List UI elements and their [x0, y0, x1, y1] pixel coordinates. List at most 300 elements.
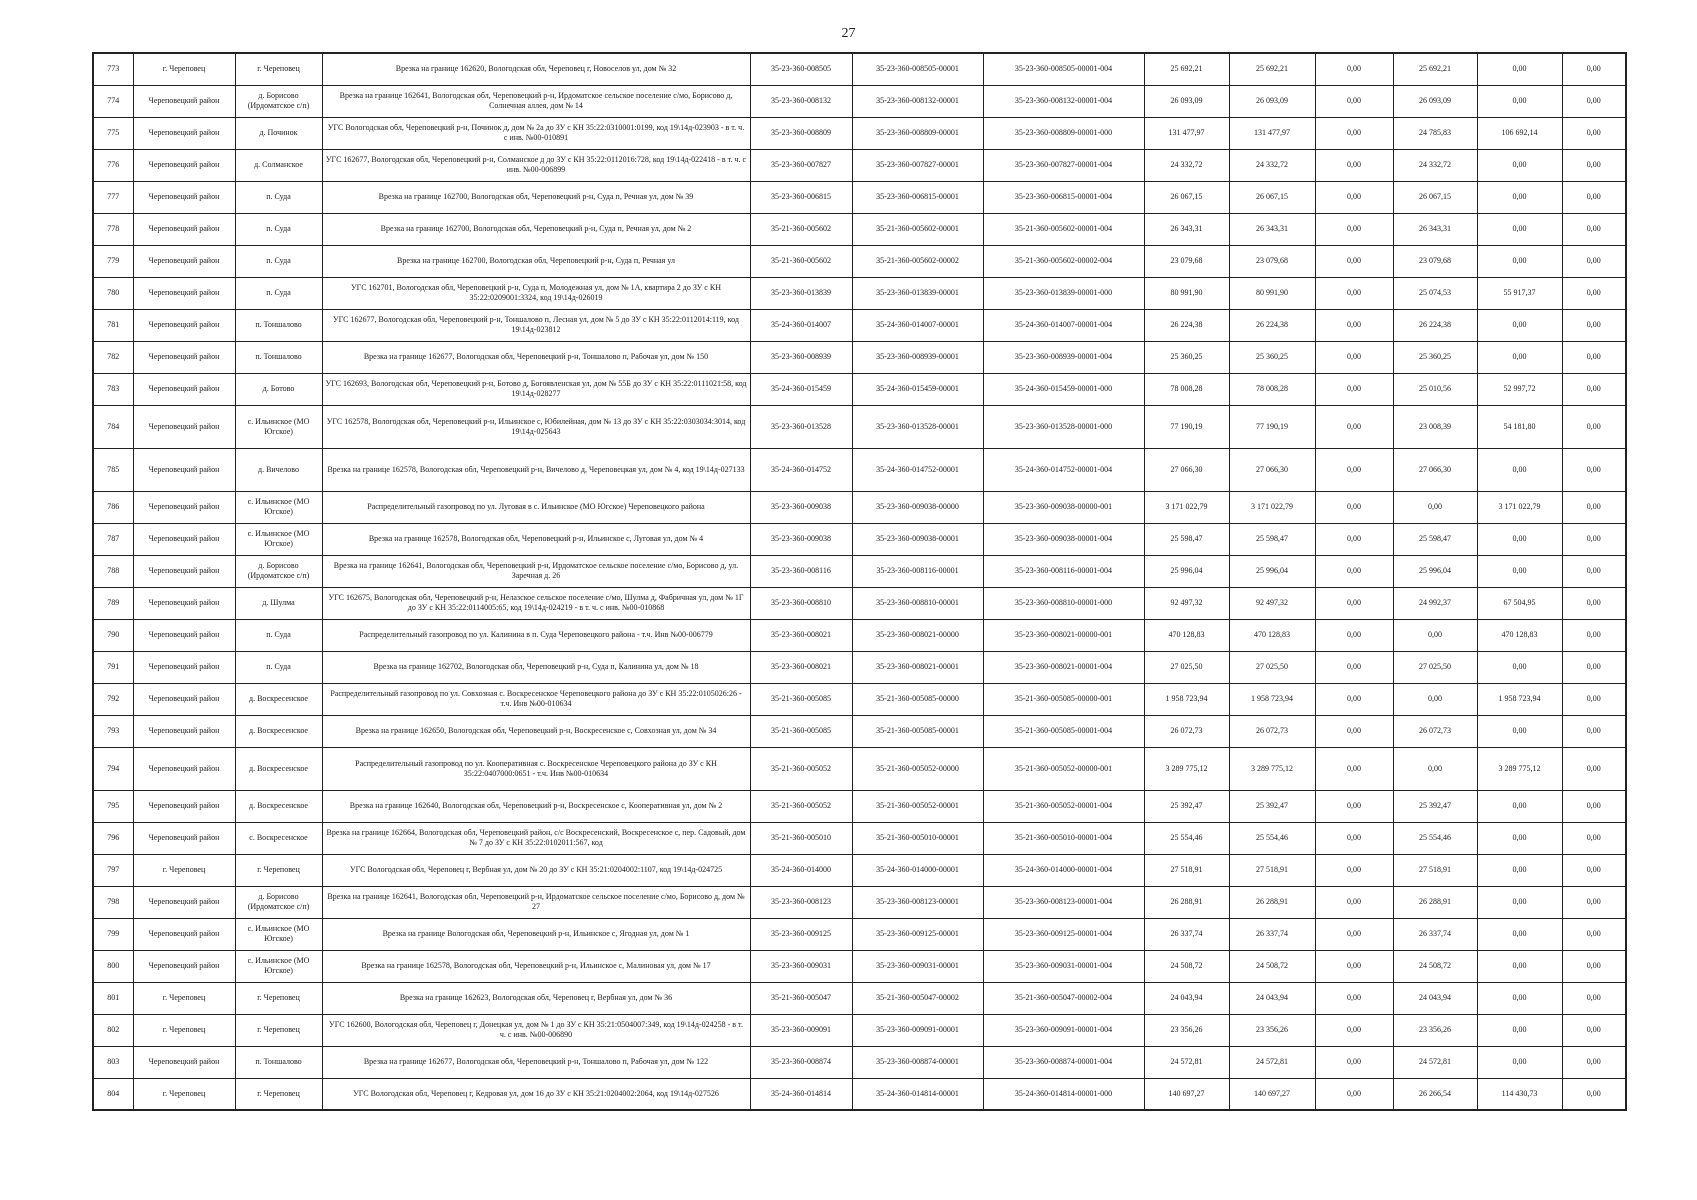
table-cell: 0,00: [1562, 651, 1626, 683]
table-cell: 23 356,26: [1144, 1014, 1229, 1046]
table-cell: 35-21-360-005052-00001: [852, 790, 983, 822]
table-cell: 0,00: [1477, 149, 1562, 181]
table-cell: 35-23-360-008021: [750, 619, 852, 651]
asset-register-table: [92, 52, 1627, 1111]
table-cell: УГС Вологодская обл, Череповец г, Вербная ул, дом № 20 до ЗУ с КН 35:21:0204002:1107, код 19\14д-024725: [322, 854, 750, 886]
table-cell: Врезка на границе 162578, Вологодская обл, Череповецкий р-н, Вичелово д, Череповецкая ул, дом № 4, код 19\14д-027133: [322, 448, 750, 491]
table-cell: УГС 162675, Вологодская обл, Череповецкий р-н, Нелазское сельское поселение с/мо, Шулма д, Фабричная ул, дом № 1Г до ЗУ с КН 35:22:0114005:65, код 19\14д-024219 - в т. ч. с инв. №00-010868: [322, 587, 750, 619]
table-cell: 0,00: [1315, 790, 1393, 822]
table-cell: 0,00: [1562, 715, 1626, 747]
table-cell: 799: [93, 918, 133, 950]
table-cell: 35-23-360-008021-00000: [852, 619, 983, 651]
table-cell: Врезка на границе 162702, Вологодская обл, Череповецкий р-н, Суда п, Калинина ул, дом № 18: [322, 651, 750, 683]
table-cell: 0,00: [1315, 619, 1393, 651]
table-cell: 54 181,80: [1477, 405, 1562, 448]
table-cell: 26 337,74: [1393, 918, 1477, 950]
table-cell: г. Череповец: [235, 53, 322, 85]
table-cell: 55 917,37: [1477, 277, 1562, 309]
table-cell: 35-23-360-013839-00001-000: [983, 277, 1144, 309]
table-row: [93, 555, 1626, 587]
table-cell: 25 360,25: [1144, 341, 1229, 373]
table-row: [93, 149, 1626, 181]
table-cell: 0,00: [1315, 886, 1393, 918]
table-cell: д. Солманское: [235, 149, 322, 181]
table-cell: п. Суда: [235, 245, 322, 277]
table-cell: 26 343,31: [1144, 213, 1229, 245]
table-cell: 25 996,04: [1393, 555, 1477, 587]
table-cell: с. Ильинское (МО Югское): [235, 950, 322, 982]
table-cell: г. Череповец: [235, 854, 322, 886]
table-cell: 793: [93, 715, 133, 747]
table-cell: г. Череповец: [235, 1078, 322, 1110]
table-cell: Череповецкий район: [133, 790, 235, 822]
table-cell: 779: [93, 245, 133, 277]
table-cell: 35-23-360-009125: [750, 918, 852, 950]
table-cell: г. Череповец: [235, 982, 322, 1014]
table-cell: 35-23-360-009091-00001-004: [983, 1014, 1144, 1046]
table-cell: 35-23-360-013528: [750, 405, 852, 448]
table-cell: 25 692,21: [1229, 53, 1315, 85]
table-cell: 0,00: [1315, 341, 1393, 373]
table-cell: 0,00: [1393, 619, 1477, 651]
table-cell: 0,00: [1315, 555, 1393, 587]
table-cell: 35-23-360-008116-00001: [852, 555, 983, 587]
table-cell: 0,00: [1562, 181, 1626, 213]
table-cell: 0,00: [1315, 747, 1393, 790]
table-cell: 1 958 723,94: [1144, 683, 1229, 715]
table-cell: 35-23-360-009038-00000: [852, 491, 983, 523]
table-cell: 0,00: [1477, 448, 1562, 491]
table-cell: 26 288,91: [1229, 886, 1315, 918]
table-cell: 0,00: [1315, 1014, 1393, 1046]
table-cell: УГС 162600, Вологодская обл, Череповец г, Донецкая ул, дом № 1 до ЗУ с КН 35:21:0504007:349, код 19\14д-024258 - в т. ч. с инв. №00-006890: [322, 1014, 750, 1046]
table-cell: 796: [93, 822, 133, 854]
table-cell: 35-24-360-014814-00001: [852, 1078, 983, 1110]
table-cell: 23 008,39: [1393, 405, 1477, 448]
table-cell: 0,00: [1477, 309, 1562, 341]
table-cell: 3 289 775,12: [1477, 747, 1562, 790]
table-cell: 784: [93, 405, 133, 448]
table-cell: 114 430,73: [1477, 1078, 1562, 1110]
table-cell: 0,00: [1477, 555, 1562, 587]
table-cell: УГС 162701, Вологодская обл, Череповецкий р-н, Суда п, Молодежная ул, дом № 1А, квартира 2 до ЗУ с КН 35:22:0209001:3324, код 19\14д-026019: [322, 277, 750, 309]
table-cell: 35-23-360-009091-00001: [852, 1014, 983, 1046]
table-cell: 795: [93, 790, 133, 822]
table-cell: 35-21-360-005085-00000-001: [983, 683, 1144, 715]
table-cell: Череповецкий район: [133, 555, 235, 587]
table-row: [93, 683, 1626, 715]
table-body: [93, 53, 1626, 1110]
table-cell: 0,00: [1477, 886, 1562, 918]
table-cell: с. Ильинское (МО Югское): [235, 918, 322, 950]
table-cell: 0,00: [1477, 85, 1562, 117]
table-cell: 26 067,15: [1393, 181, 1477, 213]
table-cell: г. Череповец: [235, 1014, 322, 1046]
table-cell: 25 554,46: [1144, 822, 1229, 854]
table-cell: 35-24-360-014814-00001-000: [983, 1078, 1144, 1110]
table-row: [93, 523, 1626, 555]
table-cell: 35-21-360-005047-00002: [852, 982, 983, 1014]
table-cell: 774: [93, 85, 133, 117]
table-cell: Врезка на границе 162578, Вологодская обл, Череповецкий р-н, Ильинское с, Луговая ул, дом № 4: [322, 523, 750, 555]
table-cell: 0,00: [1562, 854, 1626, 886]
table-cell: 0,00: [1562, 950, 1626, 982]
table-cell: 78 008,28: [1144, 373, 1229, 405]
table-cell: 0,00: [1477, 53, 1562, 85]
table-cell: 24 785,83: [1393, 117, 1477, 149]
table-cell: 25 692,21: [1144, 53, 1229, 85]
table-cell: 27 066,30: [1393, 448, 1477, 491]
table-row: [93, 886, 1626, 918]
table-cell: Череповецкий район: [133, 1046, 235, 1078]
table-cell: 77 190,19: [1229, 405, 1315, 448]
table-cell: 35-21-360-005602-00002: [852, 245, 983, 277]
table-cell: 35-21-360-005052-00000-001: [983, 747, 1144, 790]
table-cell: 24 508,72: [1229, 950, 1315, 982]
table-cell: с. Ильинское (МО Югское): [235, 405, 322, 448]
table-cell: 26 224,38: [1144, 309, 1229, 341]
table-cell: 35-21-360-005085: [750, 683, 852, 715]
table-cell: 24 572,81: [1229, 1046, 1315, 1078]
table-cell: 35-21-360-005047: [750, 982, 852, 1014]
table-cell: Череповецкий район: [133, 587, 235, 619]
table-row: [93, 341, 1626, 373]
table-cell: 35-23-360-008939-00001-004: [983, 341, 1144, 373]
table-cell: Череповецкий район: [133, 491, 235, 523]
table-cell: 35-21-360-005010-00001-004: [983, 822, 1144, 854]
table-cell: 35-23-360-009125-00001-004: [983, 918, 1144, 950]
table-cell: 35-23-360-009038-00001-004: [983, 523, 1144, 555]
table-cell: 0,00: [1562, 309, 1626, 341]
table-cell: 470 128,83: [1144, 619, 1229, 651]
table-cell: 0,00: [1315, 523, 1393, 555]
table-cell: 131 477,97: [1229, 117, 1315, 149]
table-row: [93, 448, 1626, 491]
table-cell: 24 332,72: [1144, 149, 1229, 181]
table-cell: 0,00: [1562, 918, 1626, 950]
table-cell: 35-21-360-005085: [750, 715, 852, 747]
table-cell: 26 067,15: [1229, 181, 1315, 213]
table-cell: 0,00: [1315, 715, 1393, 747]
table-cell: Череповецкий район: [133, 886, 235, 918]
table-cell: 26 224,38: [1229, 309, 1315, 341]
table-cell: 35-23-360-008123-00001-004: [983, 886, 1144, 918]
table-cell: 0,00: [1562, 373, 1626, 405]
table-cell: 797: [93, 854, 133, 886]
table-cell: 0,00: [1477, 523, 1562, 555]
table-cell: 52 997,72: [1477, 373, 1562, 405]
table-cell: 26 093,09: [1229, 85, 1315, 117]
table-cell: 35-23-360-013528-00001-000: [983, 405, 1144, 448]
table-cell: 0,00: [1562, 619, 1626, 651]
table-cell: 35-23-360-009038-00000-001: [983, 491, 1144, 523]
table-cell: Врезка на границе Вологодская обл, Череповецкий р-н, Ильинское с, Ягодная ул, дом № 1: [322, 918, 750, 950]
table-cell: 775: [93, 117, 133, 149]
table-cell: 35-24-360-014752-00001-004: [983, 448, 1144, 491]
table-cell: 35-21-360-005052-00000: [852, 747, 983, 790]
table-cell: 787: [93, 523, 133, 555]
table-cell: 35-24-360-014814: [750, 1078, 852, 1110]
table-cell: 25 598,47: [1229, 523, 1315, 555]
table-cell: Череповецкий район: [133, 245, 235, 277]
table-cell: 35-21-360-005052-00001-004: [983, 790, 1144, 822]
table-cell: п. Суда: [235, 277, 322, 309]
table-cell: Врезка на границе 162700, Вологодская обл, Череповецкий р-н, Суда п, Речная ул: [322, 245, 750, 277]
table-cell: 35-23-360-008809-00001-000: [983, 117, 1144, 149]
table-cell: 24 332,72: [1229, 149, 1315, 181]
table-row: [93, 213, 1626, 245]
table-cell: д. Воскресенское: [235, 790, 322, 822]
table-cell: Врезка на границе 162664, Вологодская обл, Череповецкий район, с/с Воскресенский, Воскресенское с, пер. Садовый, дом № 7 до ЗУ с КН 35:22:0102011:567, код: [322, 822, 750, 854]
table-cell: Череповецкий район: [133, 619, 235, 651]
table-cell: Распределительный газопровод по ул. Совхозная с. Воскресенское Череповецкого района до ЗУ с КН 35:22:0105026:26 - т.ч. Инв №00-010634: [322, 683, 750, 715]
table-cell: 3 171 022,79: [1229, 491, 1315, 523]
table-cell: п. Тоншалово: [235, 1046, 322, 1078]
table-cell: п. Тоншалово: [235, 341, 322, 373]
table-cell: 0,00: [1477, 213, 1562, 245]
table-cell: 0,00: [1562, 790, 1626, 822]
table-cell: Врезка на границе 162641, Вологодская обл, Череповецкий р-н, Ирдоматское сельское поселение с/мо, Борисово д, Солнечная аллея, дом № 14: [322, 85, 750, 117]
table-cell: 0,00: [1315, 918, 1393, 950]
table-row: [93, 277, 1626, 309]
table-cell: 25 996,04: [1144, 555, 1229, 587]
table-cell: Череповецкий район: [133, 213, 235, 245]
table-cell: 35-23-360-013839-00001: [852, 277, 983, 309]
table-row: [93, 53, 1626, 85]
table-cell: г. Череповец: [133, 854, 235, 886]
table-cell: д. Борисово (Ирдоматское с/п): [235, 85, 322, 117]
table-row: [93, 854, 1626, 886]
table-cell: 35-23-360-008021-00001: [852, 651, 983, 683]
table-cell: 35-21-360-005085-00001: [852, 715, 983, 747]
table-cell: 35-24-360-014000-00001-004: [983, 854, 1144, 886]
table-cell: 0,00: [1477, 1014, 1562, 1046]
table-cell: 27 025,50: [1229, 651, 1315, 683]
table-cell: 0,00: [1315, 854, 1393, 886]
table-cell: УГС Вологодская обл, Череповец г, Кедровая ул, дом 16 до ЗУ с КН 35:21:0204002:2064, код 19\14д-027526: [322, 1078, 750, 1110]
table-cell: 23 356,26: [1229, 1014, 1315, 1046]
table-cell: 1 958 723,94: [1477, 683, 1562, 715]
table-cell: 0,00: [1315, 213, 1393, 245]
table-cell: 0,00: [1315, 405, 1393, 448]
table-cell: 773: [93, 53, 133, 85]
table-row: [93, 822, 1626, 854]
table-cell: 0,00: [1562, 213, 1626, 245]
table-cell: 801: [93, 982, 133, 1014]
table-cell: 792: [93, 683, 133, 715]
table-row: [93, 181, 1626, 213]
table-cell: 802: [93, 1014, 133, 1046]
table-cell: 35-23-360-008123: [750, 886, 852, 918]
table-cell: Врезка на границе 162677, Вологодская обл, Череповецкий р-н, Тоншалово п, Рабочая ул, дом № 122: [322, 1046, 750, 1078]
table-cell: 25 392,47: [1393, 790, 1477, 822]
table-cell: 800: [93, 950, 133, 982]
table-cell: 25 360,25: [1229, 341, 1315, 373]
table-cell: 0,00: [1393, 683, 1477, 715]
table-cell: 0,00: [1562, 277, 1626, 309]
table-cell: 0,00: [1477, 181, 1562, 213]
table-cell: 25 392,47: [1144, 790, 1229, 822]
table-cell: 35-23-360-008810: [750, 587, 852, 619]
table-cell: Врезка на границе 162641, Вологодская обл, Череповецкий р-н, Ирдоматское сельское поселение с/мо, Борисово д, ул. Заречная д. 26: [322, 555, 750, 587]
table-cell: 776: [93, 149, 133, 181]
table-cell: Череповецкий район: [133, 85, 235, 117]
table-cell: 35-23-360-008809-00001: [852, 117, 983, 149]
table-cell: 26 093,09: [1393, 85, 1477, 117]
table-cell: 25 598,47: [1393, 523, 1477, 555]
table-cell: д. Ботово: [235, 373, 322, 405]
table-cell: 25 996,04: [1229, 555, 1315, 587]
table-cell: 0,00: [1562, 747, 1626, 790]
table-cell: 35-23-360-008021-00001-004: [983, 651, 1144, 683]
table-cell: 35-24-360-014000: [750, 854, 852, 886]
table-cell: 0,00: [1477, 1046, 1562, 1078]
table-cell: 35-24-360-015459: [750, 373, 852, 405]
table-cell: 35-23-360-007827-00001: [852, 149, 983, 181]
table-cell: 0,00: [1477, 854, 1562, 886]
table-cell: 35-23-360-008116: [750, 555, 852, 587]
table-cell: 26 224,38: [1393, 309, 1477, 341]
table-cell: 35-23-360-008021: [750, 651, 852, 683]
table-cell: 783: [93, 373, 133, 405]
table-cell: УГС 162578, Вологодская обл, Череповецкий р-н, Ильинское с, Юбилейная, дом № 13 до ЗУ с КН 35:22:0303034:3014, код 19\14д-025643: [322, 405, 750, 448]
table-cell: 35-24-360-014752-00001: [852, 448, 983, 491]
table-cell: 35-23-360-009031: [750, 950, 852, 982]
table-cell: 0,00: [1315, 822, 1393, 854]
table-cell: 0,00: [1315, 53, 1393, 85]
table-cell: 0,00: [1562, 405, 1626, 448]
table-cell: УГС 162677, Вологодская обл, Череповецкий р-н, Солманское д до ЗУ с КН 35:22:0112016:728, код 19\14д-022418 - в т. ч. с инв. №00-006899: [322, 149, 750, 181]
table-cell: 0,00: [1562, 245, 1626, 277]
table-cell: 25 010,56: [1393, 373, 1477, 405]
table-cell: 35-23-360-006815-00001: [852, 181, 983, 213]
table-row: [93, 918, 1626, 950]
table-cell: 35-23-360-008021-00000-001: [983, 619, 1144, 651]
table-cell: Череповецкий район: [133, 277, 235, 309]
table-cell: 25 554,46: [1393, 822, 1477, 854]
table-cell: 27 025,50: [1393, 651, 1477, 683]
table-cell: 35-23-360-009031-00001: [852, 950, 983, 982]
table-cell: 35-21-360-005602: [750, 245, 852, 277]
table-cell: 803: [93, 1046, 133, 1078]
table-cell: 0,00: [1315, 683, 1393, 715]
table-cell: 0,00: [1562, 117, 1626, 149]
table-cell: Череповецкий район: [133, 950, 235, 982]
table-cell: г. Череповец: [133, 1014, 235, 1046]
table-cell: 35-23-360-009038-00001: [852, 523, 983, 555]
table-cell: 1 958 723,94: [1229, 683, 1315, 715]
table-cell: 470 128,83: [1477, 619, 1562, 651]
table-cell: 0,00: [1477, 918, 1562, 950]
table-cell: 23 079,68: [1144, 245, 1229, 277]
table-cell: 35-21-360-005085-00000: [852, 683, 983, 715]
table-cell: 35-21-360-005010-00001: [852, 822, 983, 854]
table-cell: Череповецкий район: [133, 373, 235, 405]
table-cell: 804: [93, 1078, 133, 1110]
table-cell: 35-24-360-014007-00001: [852, 309, 983, 341]
table-cell: д. Шулма: [235, 587, 322, 619]
table-cell: 782: [93, 341, 133, 373]
table-cell: 780: [93, 277, 133, 309]
table-cell: Врезка на границе 162578, Вологодская обл, Череповецкий р-н, Ильинское с, Малиновая ул, дом № 17: [322, 950, 750, 982]
table-cell: 781: [93, 309, 133, 341]
table-cell: д. Починок: [235, 117, 322, 149]
table-cell: 35-24-360-015459-00001-000: [983, 373, 1144, 405]
table-cell: п. Суда: [235, 651, 322, 683]
table-cell: 35-23-360-008505-00001: [852, 53, 983, 85]
table-cell: 0,00: [1562, 448, 1626, 491]
table-cell: 785: [93, 448, 133, 491]
table-cell: 0,00: [1315, 1046, 1393, 1078]
table-cell: 0,00: [1477, 245, 1562, 277]
table-cell: Череповецкий район: [133, 747, 235, 790]
table-cell: д. Вичелово: [235, 448, 322, 491]
table-cell: УГС 162677, Вологодская обл, Череповецкий р-н, Тоншалово п, Лесная ул, дом № 5 до ЗУ с КН 35:22:0112014:119, код 19\14д-023812: [322, 309, 750, 341]
table-cell: 35-23-360-008810-00001-000: [983, 587, 1144, 619]
table-cell: 25 392,47: [1229, 790, 1315, 822]
table-row: [93, 747, 1626, 790]
page-number: 27: [841, 26, 856, 41]
table-cell: 791: [93, 651, 133, 683]
table-cell: 25 360,25: [1393, 341, 1477, 373]
table-cell: 35-24-360-014752: [750, 448, 852, 491]
table-row: [93, 1078, 1626, 1110]
table-cell: 35-21-360-005602-00002-004: [983, 245, 1144, 277]
table-cell: Врезка на границе 162650, Вологодская обл, Череповецкий р-н, Воскресенское с, Совхозная ул, дом № 34: [322, 715, 750, 747]
table-cell: 27 066,30: [1229, 448, 1315, 491]
table-cell: д. Борисово (Ирдоматское с/п): [235, 555, 322, 587]
table-cell: 35-23-360-009125-00001: [852, 918, 983, 950]
table-cell: 788: [93, 555, 133, 587]
table-cell: 27 518,91: [1144, 854, 1229, 886]
table-cell: 35-23-360-008123-00001: [852, 886, 983, 918]
table-cell: 35-21-360-005052: [750, 790, 852, 822]
table-cell: 106 692,14: [1477, 117, 1562, 149]
table-cell: 35-23-360-008809: [750, 117, 852, 149]
table-cell: 26 288,91: [1393, 886, 1477, 918]
table-cell: 798: [93, 886, 133, 918]
table-row: [93, 1014, 1626, 1046]
table-cell: 794: [93, 747, 133, 790]
table-cell: 35-23-360-013528-00001: [852, 405, 983, 448]
table-cell: 0,00: [1477, 822, 1562, 854]
table-cell: 26 093,09: [1144, 85, 1229, 117]
table-cell: 26 072,73: [1393, 715, 1477, 747]
table-cell: д. Воскресенское: [235, 683, 322, 715]
table-row: [93, 715, 1626, 747]
table-cell: 0,00: [1315, 149, 1393, 181]
table-row: [93, 85, 1626, 117]
table-cell: 35-21-360-005047-00002-004: [983, 982, 1144, 1014]
table-cell: п. Суда: [235, 181, 322, 213]
table-row: [93, 117, 1626, 149]
table-cell: 0,00: [1562, 1078, 1626, 1110]
table-cell: Череповецкий район: [133, 448, 235, 491]
table-cell: 0,00: [1315, 651, 1393, 683]
table-cell: 35-21-360-005010: [750, 822, 852, 854]
table-cell: 3 171 022,79: [1144, 491, 1229, 523]
table-cell: Распределительный газопровод по ул. Кооперативная с. Воскресенское Череповецкого района до ЗУ с КН 35:22:0407000:0651 - т.ч. Инв №00-010634: [322, 747, 750, 790]
table-cell: 35-23-360-007827: [750, 149, 852, 181]
table-cell: г. Череповец: [133, 982, 235, 1014]
table-cell: УГС Вологодская обл, Череповецкий р-н, Починок д, дом № 2а до ЗУ с КН 35:22:0310001:0199, код 19\14д-023903 - в т. ч. с инв. №00-010891: [322, 117, 750, 149]
table-cell: 24 508,72: [1144, 950, 1229, 982]
table-cell: 35-24-360-014007-00001-004: [983, 309, 1144, 341]
table-cell: 0,00: [1315, 950, 1393, 982]
table-cell: 35-23-360-008132-00001: [852, 85, 983, 117]
table-cell: 0,00: [1393, 491, 1477, 523]
table-cell: 786: [93, 491, 133, 523]
